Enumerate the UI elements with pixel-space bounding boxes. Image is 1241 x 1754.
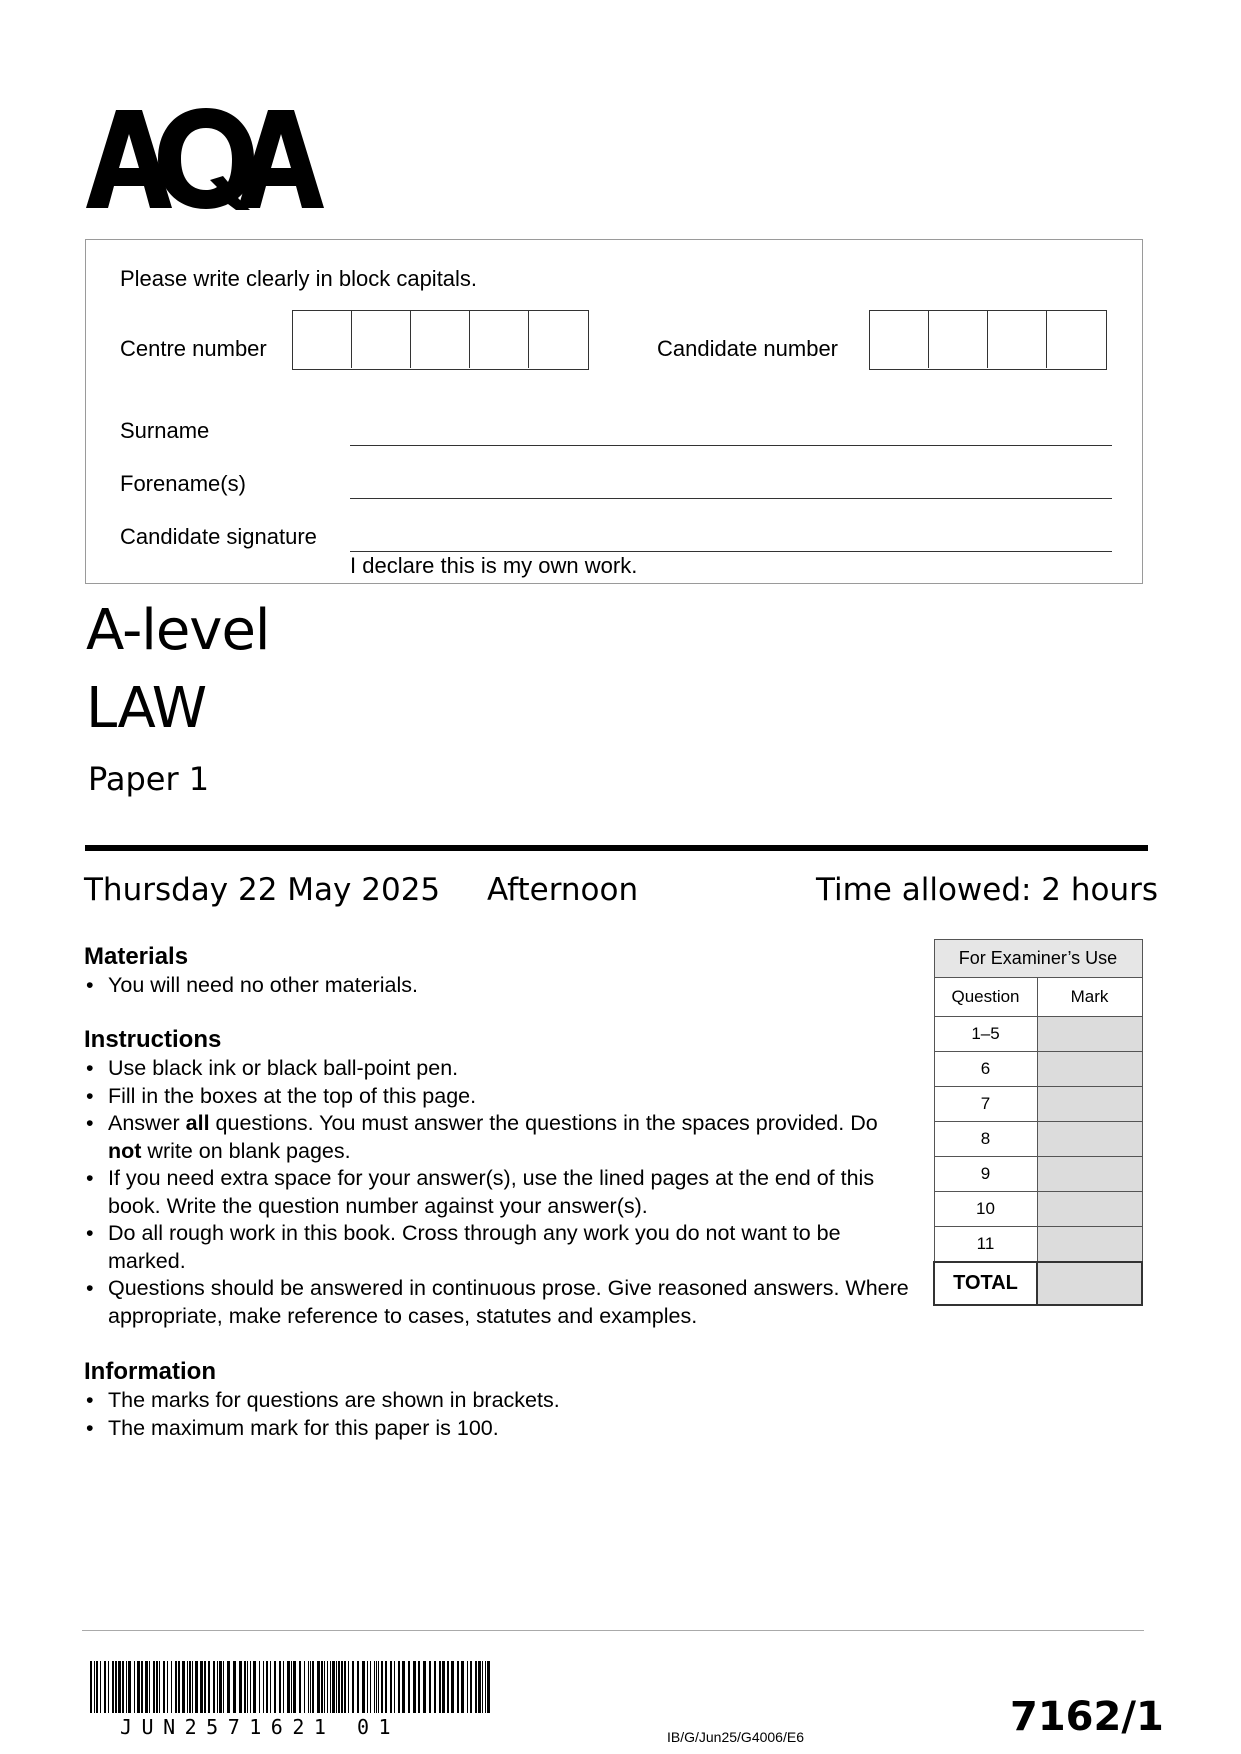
barcode-bar — [200, 1661, 203, 1713]
barcode-bar — [293, 1661, 296, 1713]
barcode-bar — [239, 1661, 242, 1713]
barcode-bar — [374, 1661, 375, 1713]
barcode-bar — [182, 1661, 185, 1713]
barcode-bar — [187, 1661, 188, 1713]
candidate-number-cell[interactable] — [1047, 311, 1106, 368]
surname-field[interactable] — [350, 445, 1112, 446]
question-number: 7 — [934, 1087, 1037, 1122]
centre-number-cell[interactable] — [470, 311, 529, 368]
question-number: 11 — [934, 1227, 1037, 1263]
barcode-bar — [178, 1661, 180, 1713]
barcode-bar — [470, 1661, 472, 1713]
barcode-bar — [381, 1661, 383, 1713]
list-item: • If you need extra space for your answer(s), use the lined pages at the end of this book. Write the question number against your answer(s). — [86, 1166, 875, 1218]
barcode-bar — [167, 1661, 168, 1713]
examiner-table-title: For Examiner’s Use — [934, 940, 1142, 978]
barcode-bar — [394, 1661, 395, 1713]
barcode-bar — [253, 1661, 256, 1713]
list-item: • Questions should be answered in continuous prose. Give reasoned answers. Where appropriate, make reference to cases, statutes and examples. — [86, 1276, 909, 1328]
question-column-header: Question — [934, 978, 1037, 1017]
barcode-bar — [390, 1661, 392, 1713]
barcode-bar — [398, 1661, 400, 1713]
list-item: • Fill in the boxes at the top of this page. — [86, 1083, 477, 1108]
barcode-bar — [263, 1661, 264, 1713]
barcode-bar — [327, 1661, 328, 1713]
question-number: 1–5 — [934, 1017, 1037, 1052]
barcode-bar — [219, 1661, 222, 1713]
barcode-bar — [279, 1661, 281, 1713]
centre-number-label: Centre number — [120, 336, 267, 361]
block-capitals-instruction: Please write clearly in block capitals. — [120, 266, 478, 291]
information-heading: Information — [84, 1358, 216, 1385]
barcode-bar — [376, 1661, 377, 1713]
candidate-details-box — [85, 239, 1143, 584]
barcode-bar — [408, 1661, 410, 1713]
barcode-bar — [352, 1661, 354, 1713]
list-item: • Use black ink or black ball-point pen. — [86, 1056, 459, 1080]
mark-cell — [1037, 1227, 1142, 1263]
mark-cell — [1037, 1017, 1142, 1052]
barcode-bar — [266, 1661, 268, 1713]
aqa-logo — [86, 104, 324, 212]
barcode-bar — [461, 1661, 464, 1713]
paper-code: 7162/1 — [1010, 1694, 1164, 1740]
barcode-bar — [304, 1661, 305, 1713]
centre-number-cell[interactable] — [411, 311, 470, 368]
barcode-bar — [104, 1661, 106, 1713]
question-number: 6 — [934, 1052, 1037, 1087]
barcode-bar — [348, 1661, 349, 1713]
barcode-bar — [478, 1661, 481, 1713]
barcode-bar — [189, 1661, 191, 1713]
barcode-bar — [457, 1661, 459, 1713]
centre-number-cell[interactable] — [293, 311, 352, 368]
barcode-bar — [283, 1661, 284, 1713]
barcode-bar — [128, 1661, 131, 1713]
barcode-bar — [487, 1661, 490, 1713]
list-item: • The maximum mark for this paper is 100. — [86, 1415, 499, 1440]
barcode-bar — [312, 1661, 314, 1713]
barcode-bar — [141, 1661, 143, 1713]
barcode-bar — [308, 1661, 309, 1713]
candidate-number-label: Candidate number — [657, 336, 839, 361]
barcode-bar — [370, 1661, 371, 1713]
barcode-bar — [341, 1661, 343, 1713]
barcode-bar — [244, 1661, 246, 1713]
question-number: 9 — [934, 1157, 1037, 1192]
barcode-bar — [274, 1661, 276, 1713]
surname-label: Surname — [120, 418, 210, 443]
barcode-bar — [321, 1661, 323, 1713]
mark-cell — [1037, 1087, 1142, 1122]
list-item: • Answer all questions. You must answer the questions in the spaces provided. Do not write on blank pages. — [86, 1111, 878, 1163]
barcode-bar — [208, 1661, 210, 1713]
candidate-number-cell[interactable] — [988, 311, 1047, 368]
barcode-bar — [137, 1661, 140, 1713]
information-section — [84, 1357, 914, 1442]
barcode-bar — [108, 1661, 109, 1713]
barcode-bar — [96, 1661, 98, 1713]
barcode-bar — [159, 1661, 160, 1713]
barcode-bar — [134, 1661, 135, 1713]
question-number: 10 — [934, 1192, 1037, 1227]
total-mark-cell — [1037, 1262, 1142, 1305]
barcode-bar — [270, 1661, 271, 1713]
barcode-bar — [429, 1661, 431, 1713]
centre-number-cell[interactable] — [352, 311, 411, 368]
examiner-use-table — [933, 939, 1143, 1306]
list-item: • You will need no other materials. — [86, 973, 418, 997]
barcode-bar — [227, 1661, 230, 1713]
qualification-level: A-level — [86, 598, 270, 663]
barcode — [90, 1661, 490, 1713]
exam-date: Thursday 22 May 2025 — [84, 872, 441, 908]
materials-section — [84, 942, 914, 1000]
barcode-bar — [90, 1661, 92, 1713]
barcode-bar — [112, 1661, 114, 1713]
barcode-bar — [287, 1661, 290, 1713]
mark-column-header: Mark — [1037, 978, 1142, 1017]
forenames-label: Forename(s) — [120, 471, 246, 496]
barcode-bar — [338, 1661, 340, 1713]
barcode-bar — [299, 1661, 301, 1713]
centre-number-cell[interactable] — [529, 311, 588, 368]
barcode-bar — [122, 1661, 124, 1713]
reference-code: IB/G/Jun25/G4006/E6 — [667, 1729, 804, 1745]
mark-cell — [1037, 1157, 1142, 1192]
barcode-bar — [149, 1661, 150, 1713]
barcode-bar — [192, 1661, 193, 1713]
candidate-number-cell[interactable] — [929, 311, 988, 368]
barcode-bar — [467, 1661, 468, 1713]
candidate-number-cell[interactable] — [870, 311, 929, 368]
barcode-bar — [357, 1661, 359, 1713]
exam-session: Afternoon — [487, 872, 639, 908]
barcode-bar — [324, 1661, 325, 1713]
barcode-bar — [291, 1661, 292, 1713]
footer-divider — [82, 1630, 1144, 1631]
barcode-bar — [332, 1661, 335, 1713]
mark-cell — [1037, 1052, 1142, 1087]
barcode-bar — [94, 1661, 95, 1713]
total-label: TOTAL — [934, 1262, 1037, 1305]
paper-title: Paper 1 — [88, 760, 210, 798]
materials-heading: Materials — [84, 943, 189, 970]
question-number: 8 — [934, 1122, 1037, 1157]
barcode-bar — [310, 1661, 311, 1713]
barcode-bar — [175, 1661, 177, 1713]
barcode-bar — [451, 1661, 454, 1713]
barcode-bar — [126, 1661, 127, 1713]
barcode-bar — [344, 1661, 346, 1713]
barcode-bar — [153, 1661, 155, 1713]
title-divider — [85, 845, 1148, 851]
candidate-number-boxes[interactable] — [869, 310, 1107, 370]
barcode-bar — [439, 1661, 441, 1713]
barcode-bar — [250, 1661, 251, 1713]
barcode-bar — [330, 1661, 331, 1713]
barcode-bar — [447, 1661, 449, 1713]
barcode-bar — [213, 1661, 215, 1713]
barcode-bar — [475, 1661, 477, 1713]
barcode-bar — [423, 1661, 426, 1713]
barcode-bar — [156, 1661, 158, 1713]
barcode-bar — [204, 1661, 206, 1713]
barcode-bar — [362, 1661, 365, 1713]
barcode-bar — [385, 1661, 387, 1713]
mark-cell — [1037, 1122, 1142, 1157]
barcode-bar — [378, 1661, 379, 1713]
barcode-bar — [418, 1661, 420, 1713]
barcode-bar — [485, 1661, 486, 1713]
barcode-bar — [223, 1661, 224, 1713]
list-item: • Do all rough work in this book. Cross through any work you do not want to be marked. — [86, 1221, 841, 1273]
time-allowed: Time allowed: 2 hours — [816, 872, 1159, 908]
barcode-bar — [118, 1661, 121, 1713]
instructions-heading: Instructions — [84, 1026, 222, 1053]
barcode-bar — [217, 1661, 218, 1713]
barcode-bar — [442, 1661, 445, 1713]
barcode-bar — [195, 1661, 198, 1713]
barcode-bar — [115, 1661, 117, 1713]
barcode-bar — [413, 1661, 416, 1713]
subject-title: LAW — [86, 676, 207, 741]
instructions-section — [84, 1025, 914, 1330]
barcode-bar — [100, 1661, 101, 1713]
declaration-text: I declare this is my own work. — [350, 553, 638, 578]
barcode-bar — [163, 1661, 165, 1713]
signature-label: Candidate signature — [120, 524, 317, 549]
signature-field[interactable] — [350, 551, 1112, 552]
barcode-bar — [434, 1661, 436, 1713]
forenames-field[interactable] — [350, 498, 1112, 499]
barcode-bar — [171, 1661, 172, 1713]
barcode-bar — [367, 1661, 368, 1713]
barcode-bar — [233, 1661, 236, 1713]
barcode-bar — [402, 1661, 405, 1713]
barcode-bar — [145, 1661, 148, 1713]
barcode-bar — [317, 1661, 320, 1713]
centre-number-boxes[interactable] — [292, 310, 589, 370]
barcode-bar — [482, 1661, 483, 1713]
barcode-bar — [259, 1661, 260, 1713]
mark-cell — [1037, 1192, 1142, 1227]
list-item: • The marks for questions are shown in brackets. — [86, 1388, 560, 1412]
barcode-bar — [247, 1661, 248, 1713]
barcode-bar — [336, 1661, 337, 1713]
barcode-text: JUN2571621 01 — [120, 1715, 401, 1739]
